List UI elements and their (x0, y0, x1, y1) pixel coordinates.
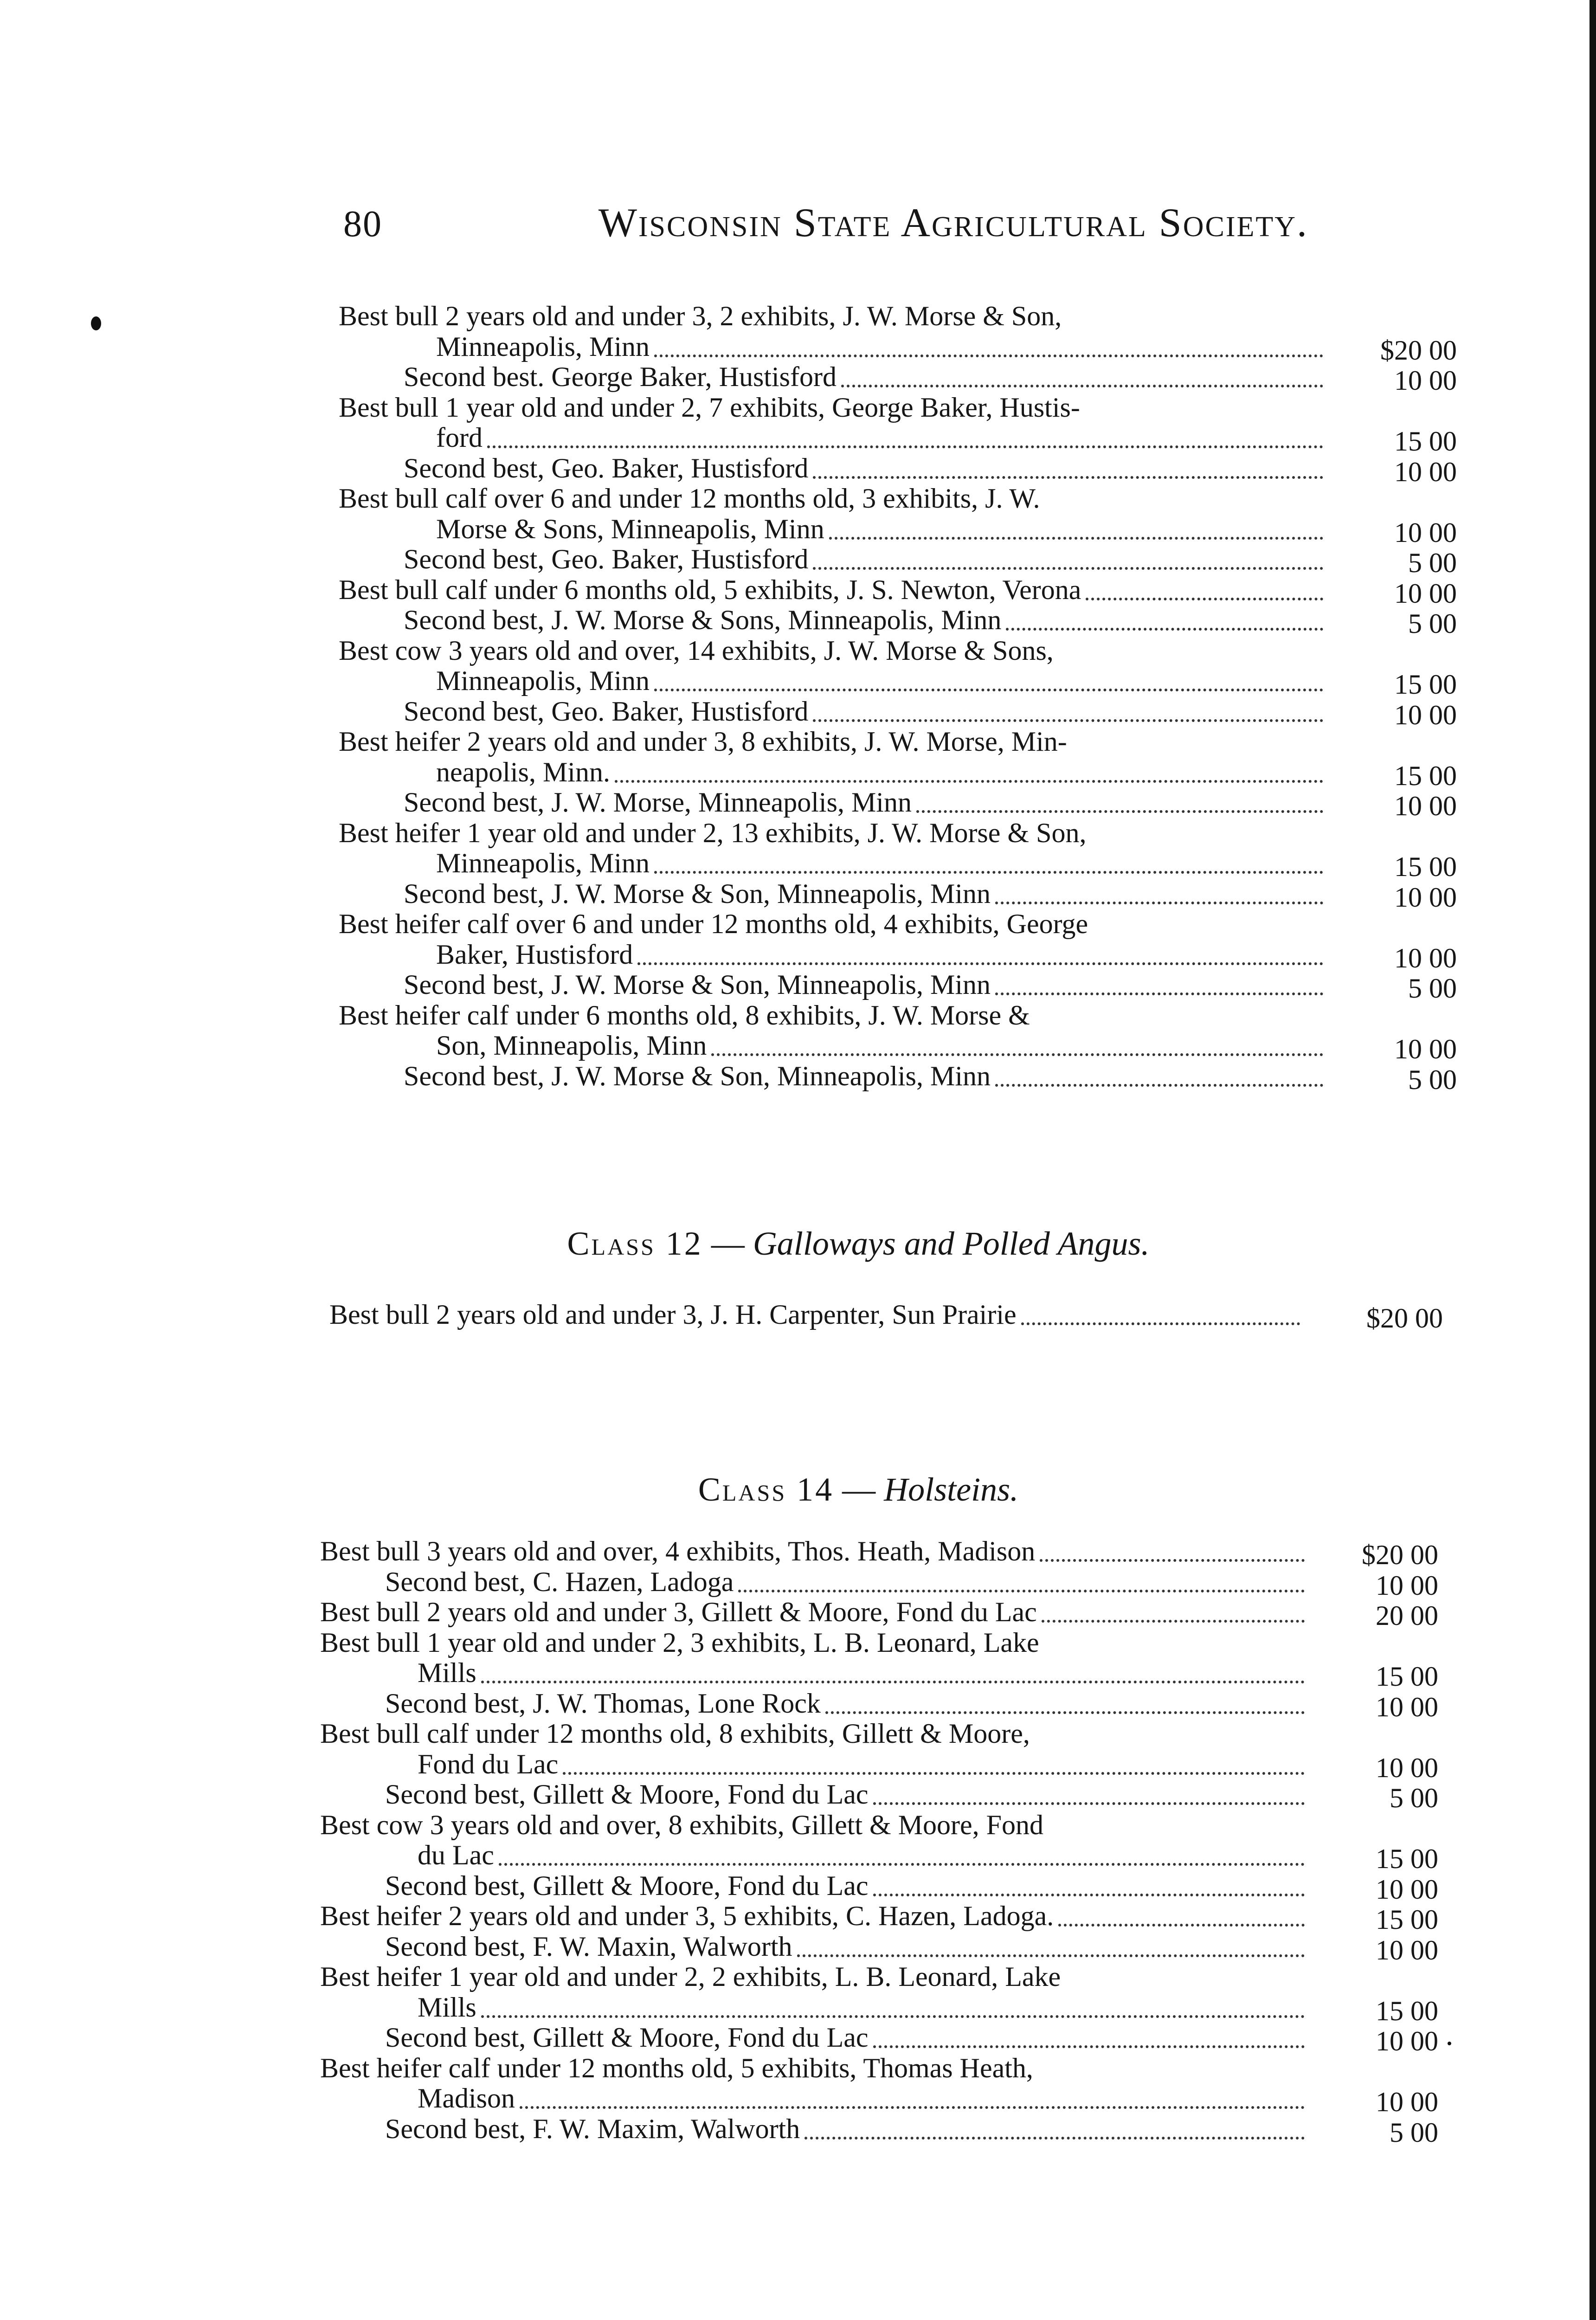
dot-leader (873, 1802, 1305, 1805)
premium-entry-line (404, 878, 1332, 909)
dot-leader (654, 688, 1323, 691)
premium-entry-line (339, 818, 1332, 848)
premium-entry-line (320, 1810, 1313, 1840)
premium-amount: 5 00 (1408, 973, 1457, 1004)
premium-amount: 5 00 (1390, 1783, 1438, 1813)
premium-amount: 10 00 (1394, 456, 1457, 487)
entry-text: Second best, F. W. Maxin, Walworth (385, 1931, 792, 1962)
premium-entry-line (339, 635, 1332, 666)
premium-entry-line (385, 1870, 1313, 1901)
entry-text: ford (436, 422, 483, 453)
premium-entry-line (320, 1901, 1313, 1931)
dot-leader (499, 1862, 1305, 1866)
premium-entry-line (385, 1566, 1313, 1597)
premium-amount: $20 00 (1366, 1303, 1443, 1334)
entry-text: Second best, Geo. Baker, Hustisford (404, 452, 809, 483)
premium-entry-continuation (436, 1030, 1332, 1061)
premium-entry-line (404, 544, 1332, 574)
premium-amount: 5 00 (1408, 548, 1457, 578)
dot-leader (654, 354, 1323, 357)
premium-entry-line (404, 787, 1332, 818)
entry-text: Best cow 3 years old and over, 8 exhibits, Gillett & Moore, Fond (320, 1809, 1044, 1840)
entry-text: Best bull 2 years old and under 3, J. H. Carpenter, Sun Prairie (329, 1299, 1017, 1330)
entry-text: Morse & Sons, Minneapolis, Minn (436, 513, 824, 544)
dot-leader (711, 1053, 1323, 1056)
running-head (343, 200, 1308, 251)
dot-leader (873, 1893, 1305, 1896)
entry-text: Second best, Gillett & Moore, Fond du Lac (385, 1870, 869, 1901)
entry-text: Best cow 3 years old and over, 14 exhibits, J. W. Morse & Sons, (339, 635, 1054, 666)
dot-leader (481, 2015, 1305, 2018)
premium-amount: $20 00 (1380, 335, 1457, 366)
premium-entry-line (320, 1627, 1313, 1658)
premium-entry-continuation (418, 1840, 1313, 1870)
premium-entry-line (329, 1299, 1308, 1330)
dot-leader (637, 962, 1323, 965)
entry-text: du Lac (418, 1840, 494, 1870)
dot-leader (995, 992, 1323, 995)
premium-entry-continuation (418, 1749, 1313, 1779)
premium-entry-continuation (436, 422, 1332, 453)
premium-entry-line (404, 969, 1332, 1000)
entry-text: Best bull 3 years old and over, 4 exhibits, Thos. Heath, Madison (320, 1536, 1036, 1566)
entry-text: Best bull calf under 6 months old, 5 exhibits, J. S. Newton, Verona (339, 574, 1081, 605)
premium-amount: 10 00 (1394, 1034, 1457, 1064)
premium-amount: 10 00 (1376, 2026, 1438, 2056)
premium-amount: 15 00 (1394, 760, 1457, 791)
premium-amount: 10 00 (1376, 1874, 1438, 1905)
premium-entry-line (339, 574, 1332, 605)
premium-entry-line (320, 1597, 1313, 1627)
premium-entry-line (339, 392, 1332, 423)
dot-leader (1021, 1322, 1300, 1325)
premium-entry-line (320, 1961, 1313, 1992)
premium-entry-continuation (418, 1657, 1313, 1688)
entry-text: Son, Minneapolis, Minn (436, 1030, 707, 1061)
premium-entry-line (404, 605, 1332, 635)
entry-text: Second best, Gillett & Moore, Fond du Lac (385, 2022, 869, 2053)
dot-leader (813, 719, 1323, 722)
premium-entry-line (320, 2053, 1313, 2083)
dot-leader (797, 1954, 1305, 1957)
premium-amount: 15 00 (1394, 851, 1457, 882)
premium-amount: 10 00 (1376, 1752, 1438, 1783)
premium-amount: 15 00 (1376, 1843, 1438, 1874)
dot-leader (615, 780, 1323, 783)
margin-speck (1448, 2042, 1451, 2045)
premium-amount: 10 00 (1394, 517, 1457, 548)
class-dash: — (702, 1225, 753, 1262)
dot-leader (1040, 1559, 1305, 1562)
premium-amount: 10 00 (1394, 791, 1457, 821)
entry-text: Best heifer 2 years old and under 3, 8 exhibits, J. W. Morse, Min- (339, 726, 1067, 757)
entry-text: Second best, Geo. Baker, Hustisford (404, 544, 809, 574)
premium-entry-line (339, 301, 1332, 331)
premium-entry-line (385, 1779, 1313, 1810)
entry-text: Best heifer calf under 12 months old, 5 exhibits, Thomas Heath, (320, 2052, 1033, 2083)
premium-entry-line (385, 2022, 1313, 2053)
margin-speck (91, 316, 101, 330)
entry-text: Best bull 2 years old and under 3, Gillett & Moore, Fond du Lac (320, 1597, 1037, 1627)
premium-entry-line (320, 1536, 1313, 1566)
premium-entry-line (385, 2114, 1313, 2144)
entry-text: Second best, J. W. Morse & Son, Minneapolis, Minn (404, 1060, 991, 1091)
entry-text: Second best, J. W. Thomas, Lone Rock (385, 1688, 821, 1719)
dot-leader (825, 1711, 1305, 1714)
premium-entry-line (339, 909, 1332, 939)
premium-amount: 10 00 (1376, 1570, 1438, 1601)
running-title: Wisconsin State Agricultural Society. (598, 200, 1308, 245)
dot-leader (1086, 597, 1323, 600)
class-label: Class 12 (567, 1225, 703, 1262)
entry-text: Baker, Hustisford (436, 939, 633, 970)
entry-text: Minneapolis, Minn (436, 331, 650, 362)
premium-amount: $20 00 (1362, 1540, 1438, 1570)
entry-text: Best bull calf over 6 and under 12 months old, 3 exhibits, J. W. (339, 483, 1040, 514)
dot-leader (995, 901, 1323, 904)
premium-entry-line (385, 1688, 1313, 1719)
premium-entry-continuation (436, 514, 1332, 544)
entry-text: Best bull 2 years old and under 3, 2 exhibits, J. W. Morse & Son, (339, 301, 1062, 331)
dot-leader (738, 1589, 1305, 1592)
entry-text: Second best, F. W. Maxim, Walworth (385, 2113, 800, 2144)
premium-amount: 15 00 (1376, 1995, 1438, 2026)
dot-leader (1006, 627, 1323, 631)
entry-text: Second best, J. W. Morse, Minneapolis, Minn (404, 787, 912, 818)
dot-leader (481, 1680, 1305, 1683)
premium-entry-line (320, 1718, 1313, 1749)
class-heading (325, 1466, 1392, 1513)
entry-text: Second best. George Baker, Hustisford (404, 361, 837, 392)
dot-leader (1058, 1923, 1305, 1927)
premium-amount: 10 00 (1376, 1691, 1438, 1722)
premium-amount: 10 00 (1394, 578, 1457, 609)
premium-amount: 10 00 (1376, 2087, 1438, 2117)
entry-text: Mills (418, 1991, 476, 2023)
class-dash: — (834, 1471, 884, 1508)
dot-leader (829, 536, 1323, 540)
entry-text: Minneapolis, Minn (436, 665, 650, 696)
premium-entry-line (404, 453, 1332, 483)
dot-leader (813, 476, 1323, 479)
premium-amount: 5 00 (1408, 608, 1457, 639)
dot-leader (487, 445, 1323, 448)
premium-entry-line (339, 726, 1332, 757)
premium-amount: 15 00 (1394, 669, 1457, 700)
dot-leader (654, 870, 1323, 874)
entry-text: Best heifer calf over 6 and under 12 months old, 4 exhibits, George (339, 909, 1088, 939)
premium-amount: 20 00 (1376, 1600, 1438, 1631)
premium-amount: 10 00 (1394, 942, 1457, 973)
class-heading (325, 1220, 1392, 1267)
premium-entry-continuation (436, 848, 1332, 878)
premium-entry-line (339, 483, 1332, 514)
dot-leader (995, 1083, 1323, 1087)
dot-leader (1042, 1619, 1305, 1623)
premium-entry-line (404, 1061, 1332, 1091)
dot-leader (873, 2045, 1305, 2048)
entry-text: Best heifer 1 year old and under 2, 13 exhibits, J. W. Morse & Son, (339, 817, 1087, 848)
entry-text: Second best, J. W. Morse & Son, Minneapolis, Minn (404, 969, 991, 1000)
dot-leader (563, 1772, 1305, 1775)
premium-amount: 10 00 (1394, 365, 1457, 396)
entry-text: Second best, Gillett & Moore, Fond du Lac (385, 1779, 869, 1810)
entry-text: Best bull 1 year old and under 2, 3 exhibits, L. B. Leonard, Lake (320, 1627, 1039, 1658)
premium-amount: 15 00 (1376, 1661, 1438, 1692)
entry-text: neapolis, Minn. (436, 756, 610, 787)
dot-leader (916, 810, 1323, 813)
dot-leader (804, 2136, 1305, 2140)
class-label: Class 14 (698, 1471, 834, 1508)
premium-entry-line (339, 1000, 1332, 1031)
premium-amount: 10 00 (1376, 1934, 1438, 1966)
premium-entry-continuation (418, 2083, 1313, 2114)
page-number: 80 (343, 204, 382, 245)
entry-text: Best heifer 1 year old and under 2, 2 exhibits, L. B. Leonard, Lake (320, 1961, 1061, 1992)
premium-entry-continuation (436, 331, 1332, 362)
dot-leader (841, 384, 1323, 387)
entry-text: Best heifer 2 years old and under 3, 5 exhibits, C. Hazen, Ladoga. (320, 1901, 1054, 1931)
premium-amount: 5 00 (1408, 1064, 1457, 1095)
premium-entry-line (385, 1931, 1313, 1962)
premium-entry-continuation (418, 1992, 1313, 2023)
premium-amount: 10 00 (1394, 699, 1457, 730)
entry-text: Best bull 1 year old and under 2, 7 exhibits, George Baker, Hustis- (339, 392, 1080, 423)
entry-text: Second best, C. Hazen, Ladoga (385, 1566, 734, 1597)
entry-text: Second best, Geo. Baker, Hustisford (404, 696, 809, 727)
entry-text: Second best, J. W. Morse & Son, Minneapolis, Minn (404, 878, 991, 909)
dot-leader (813, 567, 1323, 570)
entry-text: Second best, J. W. Morse & Sons, Minneapolis, Minn (404, 605, 1002, 635)
dot-leader (520, 2106, 1305, 2109)
premium-amount: 10 00 (1394, 882, 1457, 913)
premium-entry-continuation (436, 939, 1332, 970)
premium-amount: 15 00 (1394, 426, 1457, 457)
entry-text: Mills (418, 1657, 476, 1688)
premium-entry-line (404, 361, 1332, 392)
premium-amount: 5 00 (1390, 2117, 1438, 2148)
premium-entry-continuation (436, 757, 1332, 787)
entry-text: Best heifer calf under 6 months old, 8 exhibits, J. W. Morse & (339, 999, 1030, 1031)
entry-text: Madison (418, 2083, 515, 2114)
entry-text: Fond du Lac (418, 1748, 559, 1779)
premium-entry-line (404, 696, 1332, 727)
entry-text: Minneapolis, Minn (436, 848, 650, 878)
premium-amount: 15 00 (1376, 1904, 1438, 1935)
entry-text: Best bull calf under 12 months old, 8 exhibits, Gillett & Moore, (320, 1718, 1030, 1749)
class-name: Galloways and Polled Angus. (753, 1225, 1150, 1262)
class-name: Holsteins. (884, 1471, 1019, 1508)
premium-entry-continuation (436, 665, 1332, 696)
